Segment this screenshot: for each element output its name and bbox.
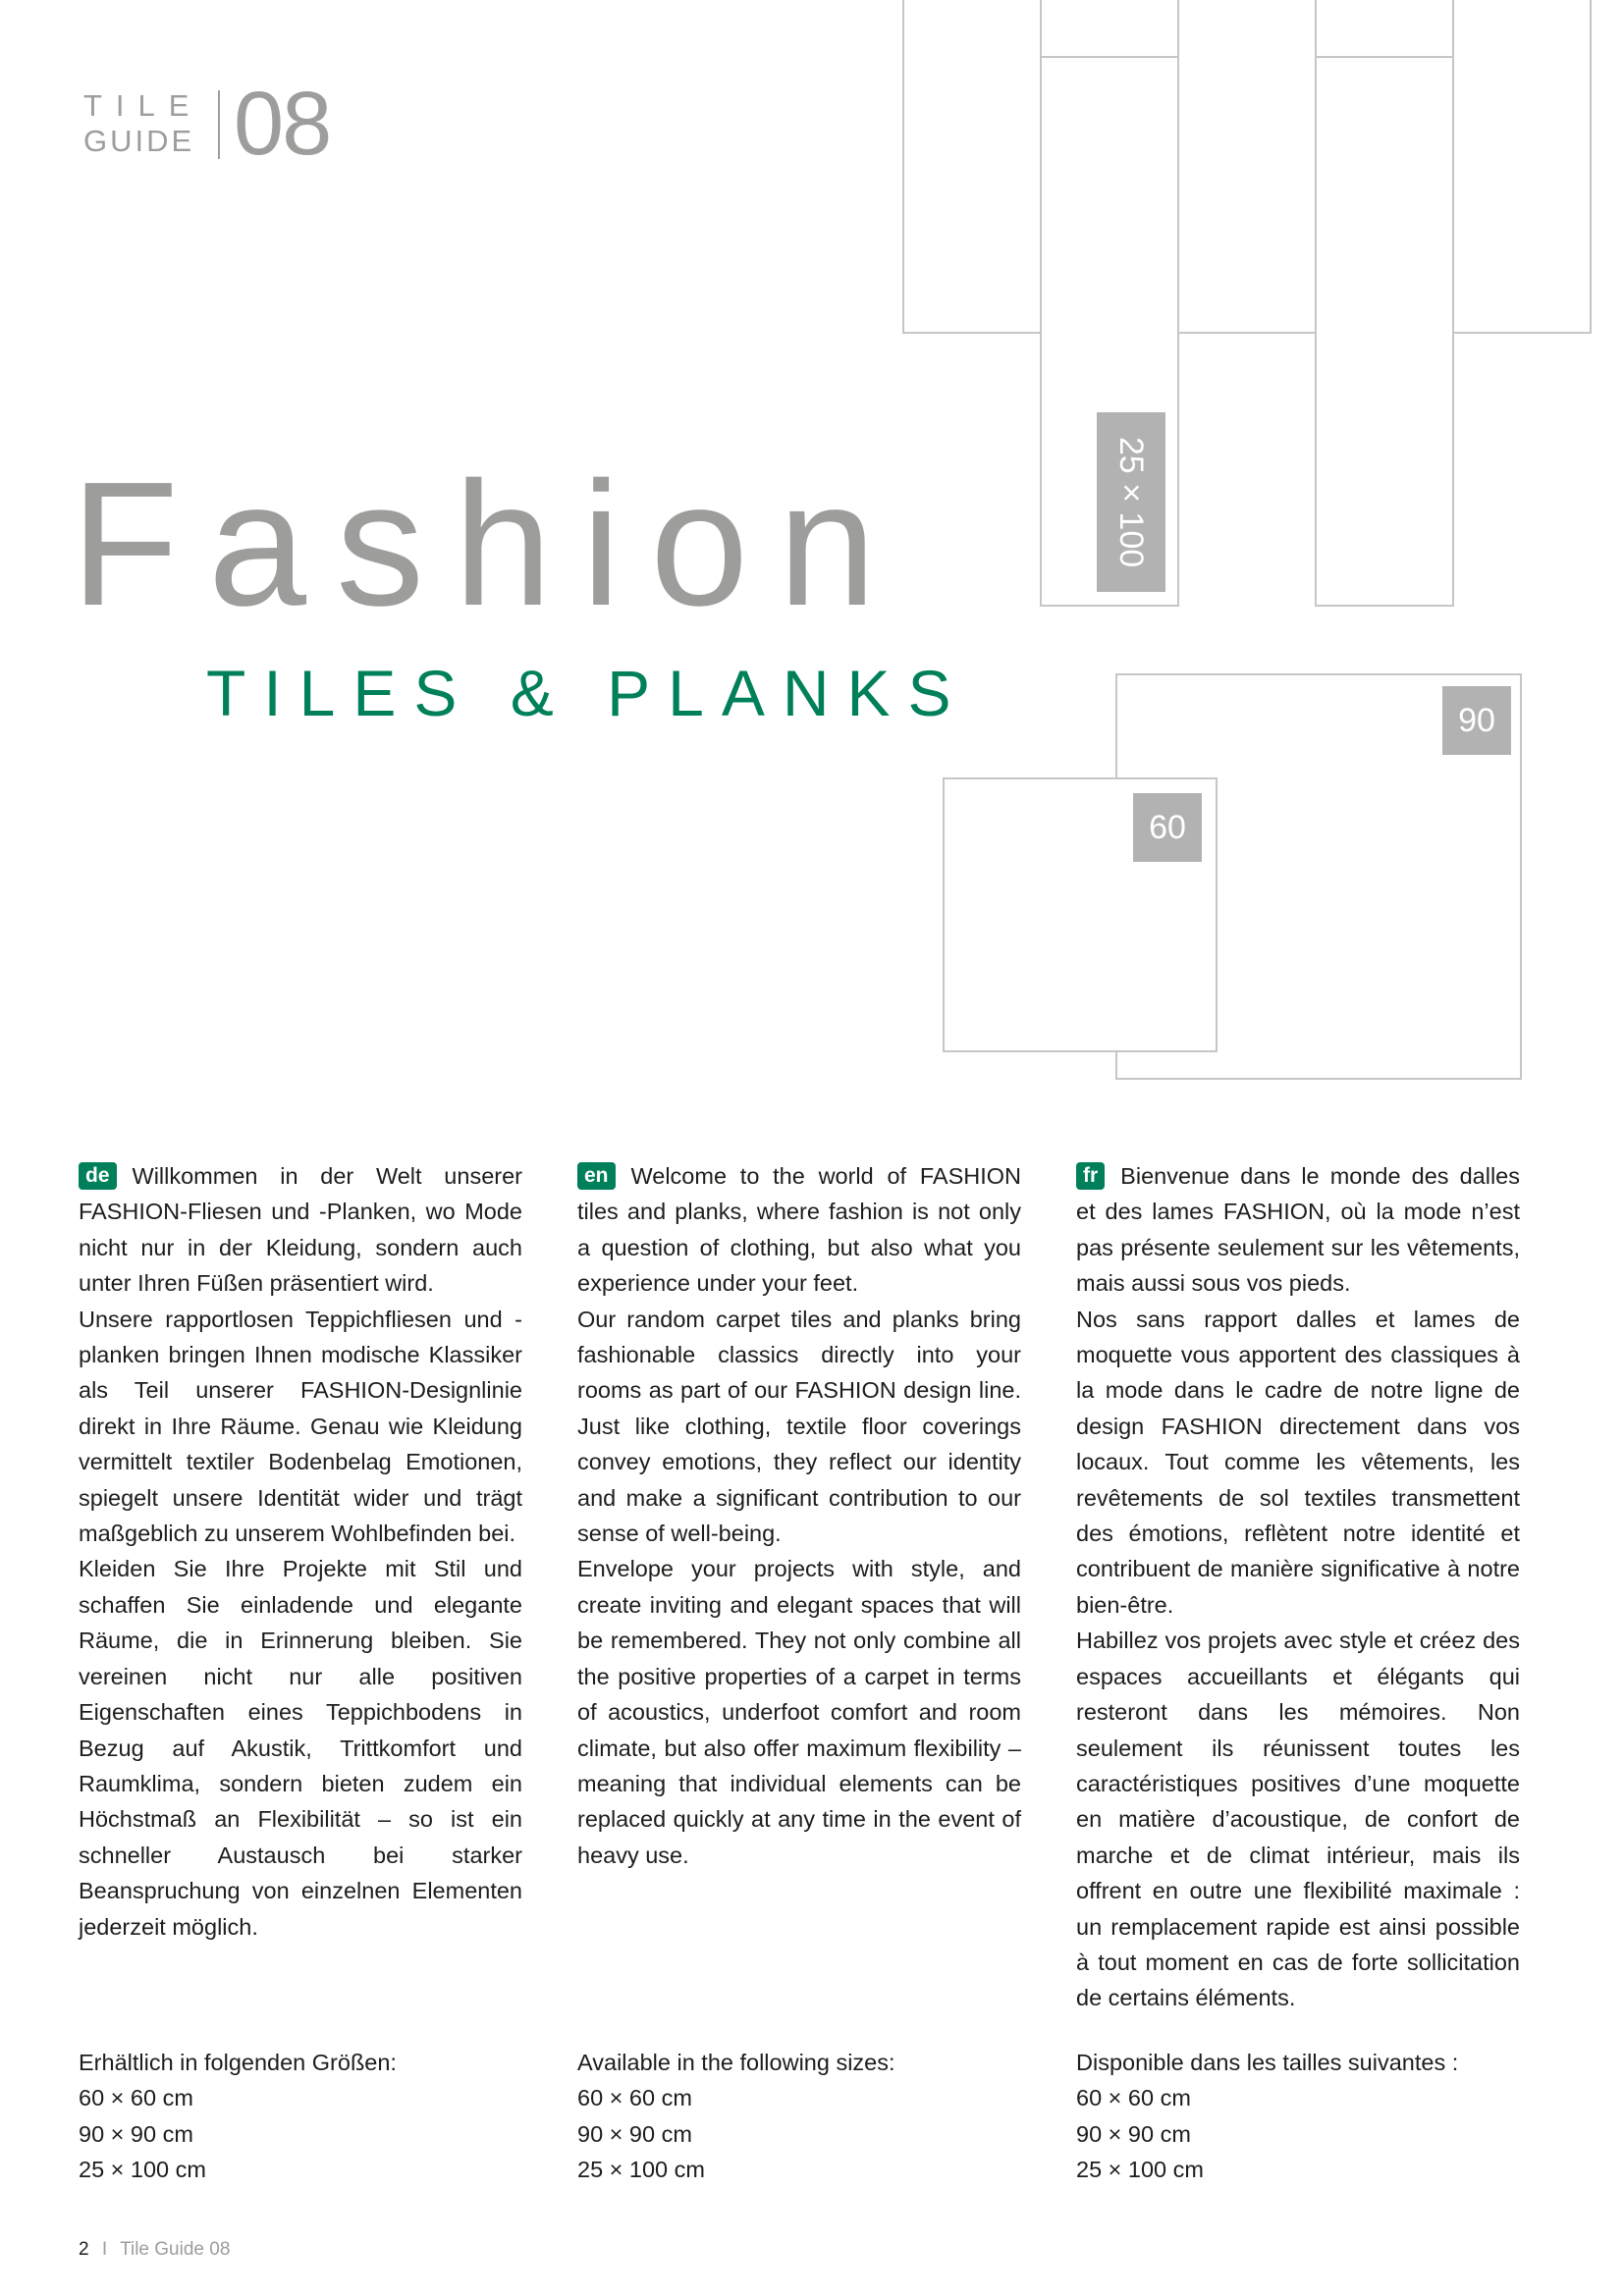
size-item-de: 25 × 100 cm (79, 2157, 206, 2183)
size-item-en: 60 × 60 cm (577, 2085, 692, 2111)
plank-outline-1 (902, 0, 1042, 334)
size-tag-plank (1097, 412, 1165, 592)
size-tag-plank-label: 25 × 100 (1112, 436, 1151, 568)
logo-divider (218, 90, 220, 159)
sizes-intro-en: Available in the following sizes: (577, 2050, 895, 2075)
plank-outline-7 (1452, 0, 1592, 334)
de-paragraph-2: Unsere rapportlosen Teppichfliesen und -planken bringen Ihnen modische Klassiker als Teil unserer FASHION-Designlinie direkt in Ihre Räume. Genau wie Kleidung vermittelt textiler Bodenbelag Emotionen, spiegelt unsere Identität wider und trägt maßgeblich zu unserem Wohlbefinden bei. (79, 1306, 522, 1547)
size-item-fr: 60 × 60 cm (1076, 2085, 1191, 2111)
en-paragraph-1: en Welcome to the world of FASHION tiles and planks, where fashion is not only a question of clothing, but also what you experience under your feet. (577, 1163, 1021, 1297)
logo-number: 08 (234, 74, 331, 174)
size-tag-90: 90 (1442, 686, 1511, 755)
sizes-intro-fr: Disponible dans les tailles suivantes : (1076, 2050, 1459, 2075)
plank-outline-4 (1177, 0, 1317, 334)
size-tag-60: 60 (1133, 793, 1202, 862)
column-fr (1076, 1158, 1520, 2016)
size-item-fr: 90 × 90 cm (1076, 2120, 1191, 2147)
lang-badge-fr: fr (1076, 1162, 1105, 1190)
sizes-fr (1076, 2045, 1520, 2188)
sizes-de (79, 2045, 522, 2188)
page-number: 2 (79, 2239, 89, 2260)
sizes-en (577, 2045, 1021, 2188)
logo-tile-text: TILE (83, 88, 203, 123)
column-de (79, 1158, 522, 1945)
page-footer (79, 2240, 230, 2259)
fr-paragraph-2: Nos sans rapport dalles et lames de moquette vous apportent des classiques à la mode dans le cadre de notre ligne de design FASHION directement dans vos locaux. Tout comme les vêtements, les revêtements de sol textiles transmettent des émotions, reflètent notre identité et contribuent de manière significative à notre bien-être. (1076, 1306, 1520, 1618)
en-paragraph-3: Envelope your projects with style, and create inviting and elegant spaces that will be remembered. They not only combine all the positive properties of a carpet in terms of acoustics, underfoot comfort and room climate, but also offer maximum flexibility – meaning that individual elements can be replaced quickly at any time in the event of heavy use. (577, 1556, 1021, 1868)
sizes-intro-de: Erhältlich in folgenden Größen: (79, 2050, 397, 2075)
en-paragraph-2: Our random carpet tiles and planks bring fashionable classics directly into your rooms as part of our FASHION design line. Just like clothing, textile floor coverings convey emotions, they reflect our identity and make a significant contribution to our sense of well-being. (577, 1306, 1021, 1547)
lang-badge-de: de (79, 1162, 117, 1190)
de-paragraph-3: Kleiden Sie Ihre Projekte mit Stil und schaffen Sie einladende und elegante Räume, die in Erinnerung bleiben. Sie vereinen nicht nur alle positiven Eigenschaften eines Teppichbodens in Bezug auf Akustik, Trittkomfort und Raumklima, sondern bieten zudem ein Höchstmaß an Flexibilität – so ist ein schneller Austausch bei starker Beanspruchung von einzelnen Elementen jederzeit möglich. (79, 1556, 522, 1940)
size-item-en: 25 × 100 cm (577, 2157, 705, 2183)
size-item-en: 90 × 90 cm (577, 2120, 692, 2147)
de-paragraph-1: de Willkommen in der Welt unserer FASHION-Fliesen und -Planken, wo Mode nicht nur in der Kleidung, sondern auch unter Ihren Füßen präsentiert wird. (79, 1163, 522, 1297)
footer-label: Tile Guide 08 (120, 2239, 231, 2260)
plank-outline-6 (1315, 56, 1454, 607)
fr-paragraph-3: Habillez vos projets avec style et créez des espaces accueillants et élégants qui resteront dans les mémoires. Non seulement ils réunissent toutes les caractéristiques positives d’une moquette en matière d’acoustique, de confort de marche et de climat intérieur, mais ils offrent en outre une flexibilité maximale : un remplacement rapide est ainsi possible à tout moment en cas de forte sollicitation de certains éléments. (1076, 1628, 1520, 2011)
page-title: Fashion (71, 446, 906, 643)
size-item-de: 90 × 90 cm (79, 2120, 193, 2147)
size-item-de: 60 × 60 cm (79, 2085, 193, 2111)
page-subtitle: TILES & PLANKS (206, 657, 969, 729)
column-en (577, 1158, 1021, 1873)
fr-paragraph-1: fr Bienvenue dans le monde des dalles et des lames FASHION, où la mode n’est pas présente seulement sur les vêtements, mais aussi sous vos pieds. (1076, 1163, 1520, 1297)
logo-guide-text: GUIDE (83, 124, 195, 158)
footer-separator: I (101, 2239, 108, 2260)
size-item-fr: 25 × 100 cm (1076, 2157, 1204, 2183)
lang-badge-en: en (577, 1162, 616, 1190)
plank-outline-5 (1315, 0, 1454, 59)
